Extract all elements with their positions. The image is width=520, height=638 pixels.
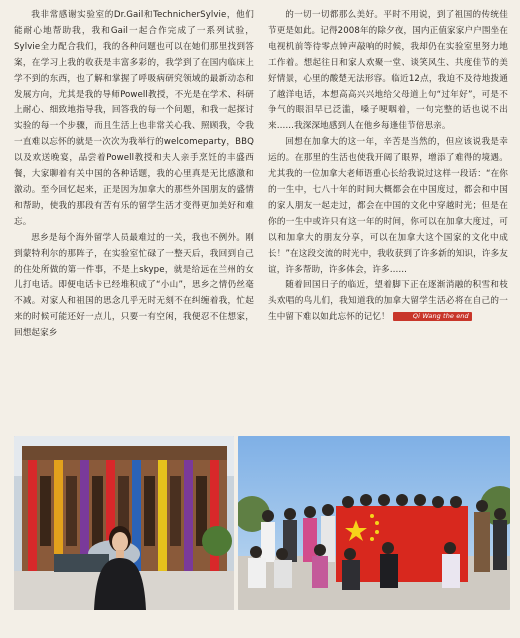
article-right-column xyxy=(268,8,508,326)
photo-woman-building xyxy=(14,436,234,610)
paragraph xyxy=(268,278,508,326)
paragraph: 我非常感谢实验室的Dr.Gail和TechnicherSylvie，他们能耐心地帮助我，我和Gail一起合作完成了一系列试验，Sylvie全力配合我们，我的各种问题也可以在她们那里找到答案，在学习上我的收获是丰富多彩的，我学到了在国内临床上学不到的东西，也了解和掌握了呼吸病研究领域的最新动态和发展方向，尤其是我的导师Powell教授，不光是在学术、科研上耐心、细致地指导我，回答我的每一个问题，和我一起探讨实验的每一个步骤，而且生活上也非常关心我、照顾我，令我一直难以忘怀的就是一次次为我举行的welcomeparty，BBQ以及欢送晚宴，品尝着Powell教授和夫人亲手烹饪的丰盛西餐，大家聊着有关中国的各种话题，我的心里真是无比感激和激动。至今回忆起来，正是因为加拿大的那些外国朋友的盛情和帮助，使我的那段有苦有乐的留学生活才变得更加美好和难忘。 xyxy=(14,10,254,227)
closing-text: 随着回国日子的临近，望着脚下正在逐渐消融的积雪和枝头欢唱的鸟儿们，我知道我的加拿大留学生活必将在自己的一生中留下难以如此忘怀的记忆！ xyxy=(268,280,508,323)
page-footer-space xyxy=(0,614,520,638)
photo-group-flag xyxy=(238,436,510,610)
paragraph: 回想在加拿大的这一年，辛苦是当然的，但应该说我是幸运的。在那里的生活也使我开阔了眼界，增添了难得的境遇。尤其我的一位加拿大老师语重心长给我说过这样一段话：“在你的一生中，七八十年的时间大概都会在中国度过，都会和中国的家人朋友一起走过，都会在中国的文化中穿越时光；但是在你的一生中或许只有这一年的时间，你可以在加拿大度过，可以和加拿大的朋友分享，可以在加拿大这个国家的文化中成长！”在这段交流的时光中，我收获到了许多新的知识，许多友谊，许多帮助，许多体会，许多…… xyxy=(268,137,508,275)
paragraph: 思乡是每个海外留学人员最难过的一关，我也不例外。刚到蒙特利尔的那阵子，在实验室忙碌了一整天后，我回到自己的住处所做的第一件事，不是上skype，就是给远在兰州的女儿打电话。即便电话卡已经堆积成了“小山”，思乡之情仍丝毫不减。对家人和祖国的思念几乎无时无刻不在纠缠着我，忙起来的时候可能还好一点儿，只要一有空闲，我便忍不住想家，回想起家乡 xyxy=(14,232,254,339)
author-signature: Qi Wang the end xyxy=(393,312,472,321)
article-left-column xyxy=(14,8,254,342)
paragraph: 的一切一切都那么美好。平时不用说，到了祖国的传统佳节更是如此。记得2008年的除夕夜，国内正值家家户户围坐在电视机前等待零点钟声敲响的时候，我却仍在实验室里努力地工作着。想起往日和家人欢聚一堂、谈笑风生、共度佳节的美好情景，心里的酸楚无法形容。临近12点，我迫不及待地拨通了越洋电话，本想高高兴兴地给父母道上句“过年好”，可是不争气的眼泪早已泛滥，嗓子哽咽着，一句完整的话也说不出来……我深深地感到人在他乡每逢佳节倍思亲。 xyxy=(268,10,508,132)
